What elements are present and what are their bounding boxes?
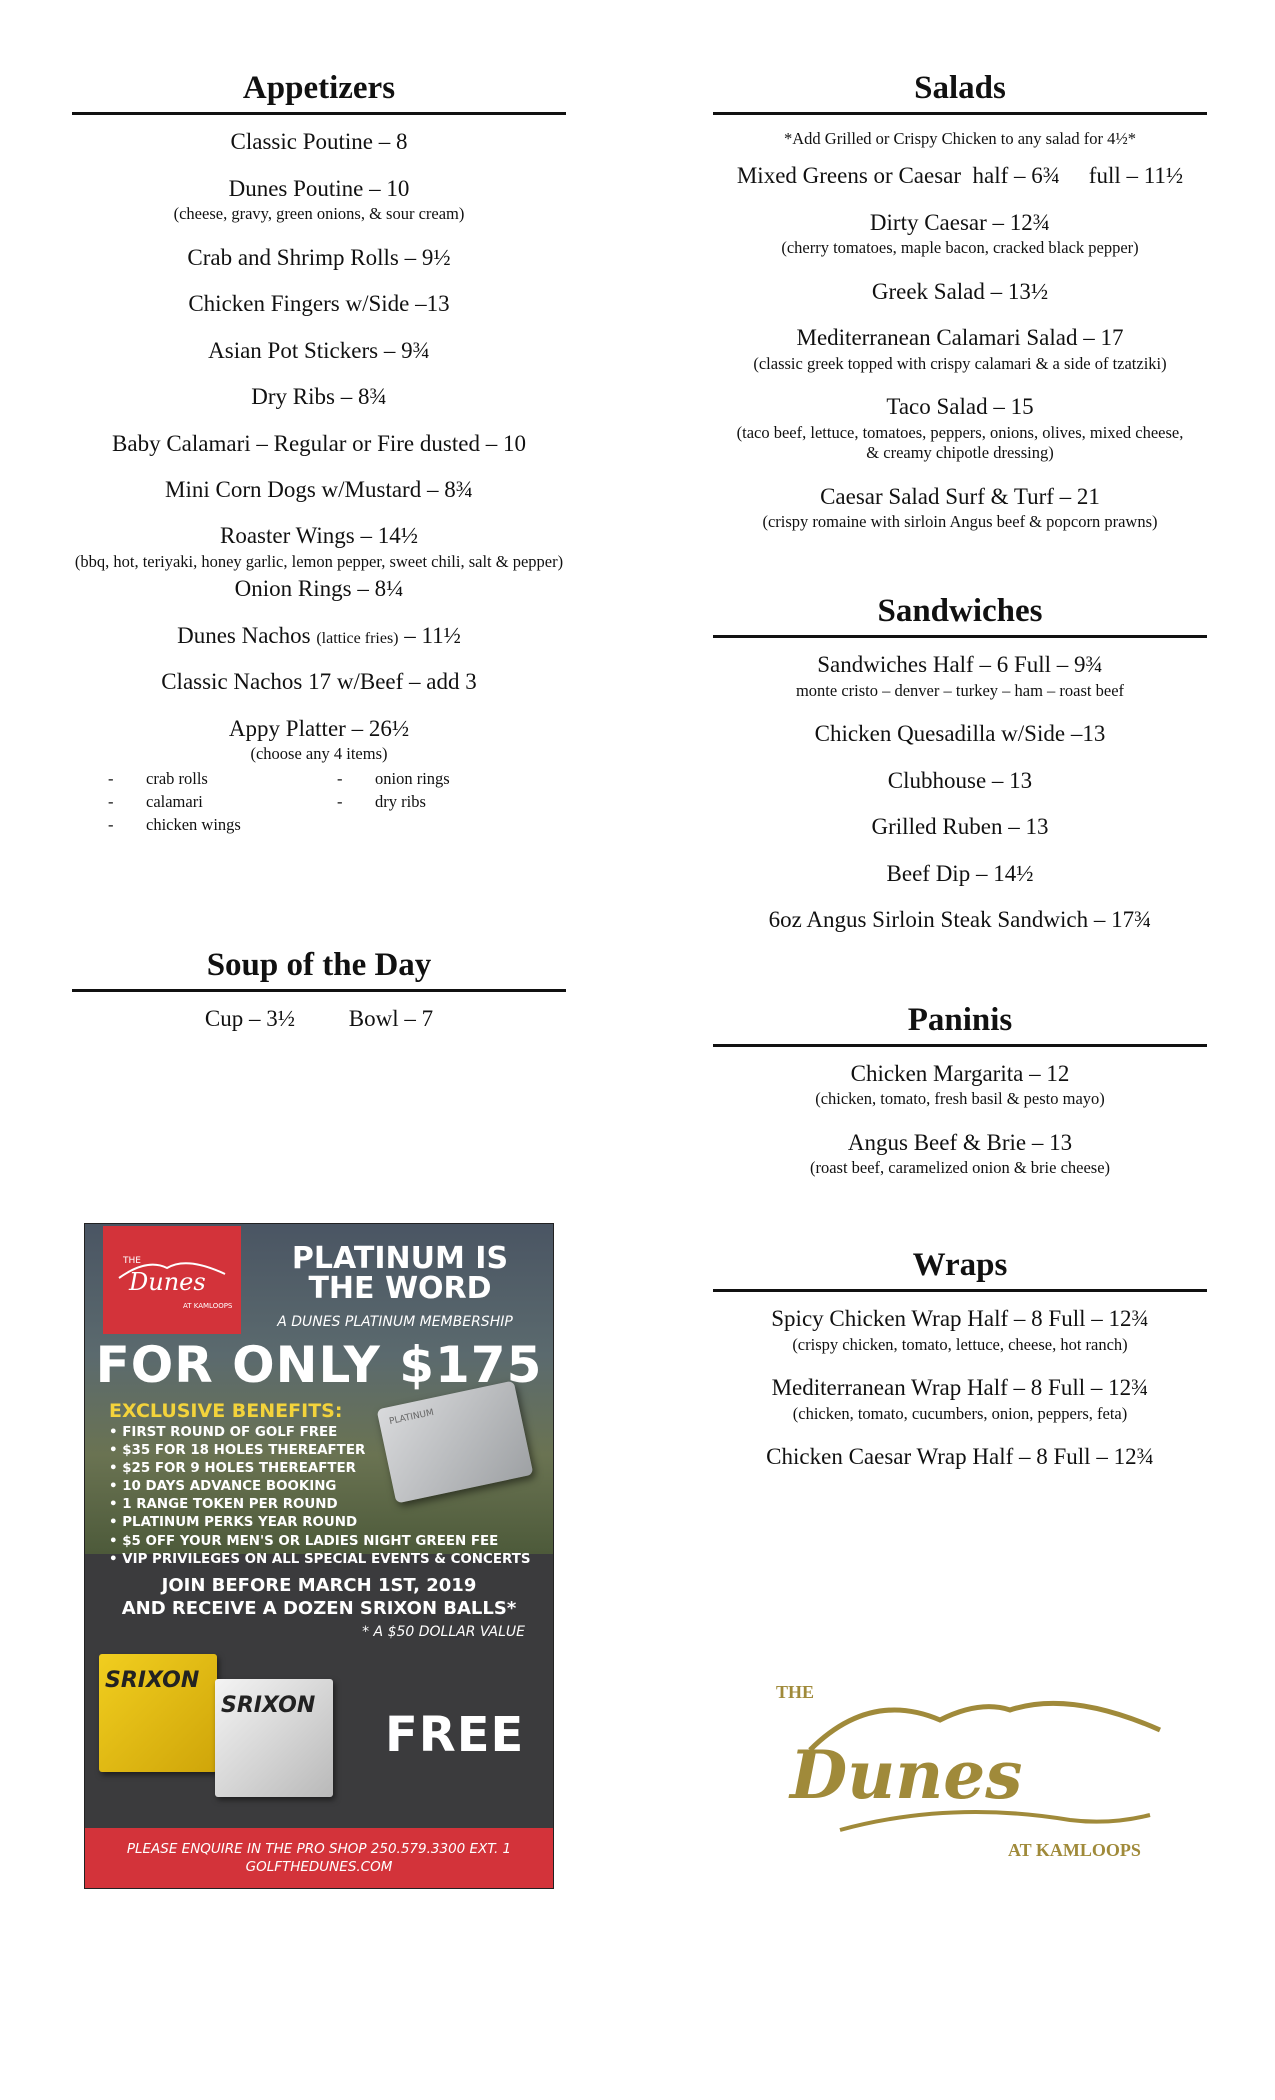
golf-ball-box-image xyxy=(215,1679,333,1797)
menu-item xyxy=(713,768,1207,794)
item-name: Angus Beef & Brie – 13 xyxy=(847,1129,1073,1155)
soup-section xyxy=(72,947,566,1032)
ad-logo-the: THE xyxy=(123,1256,141,1266)
salads-note: *Add Grilled or Crispy Chicken to any salad for 4½* xyxy=(784,129,1136,149)
item-name: 6oz Angus Sirloin Steak Sandwich – 17¾ xyxy=(768,907,1152,933)
item-name: Taco Salad – 15 xyxy=(886,394,1034,420)
item-description: (cherry tomatoes, maple bacon, cracked black pepper) xyxy=(781,238,1139,258)
ad-benefit: • 10 DAYS ADVANCE BOOKING xyxy=(109,1478,530,1496)
menu-item xyxy=(713,325,1207,374)
menu-item xyxy=(713,652,1207,701)
item-name: Caesar Salad Surf & Turf – 21 xyxy=(820,483,1100,509)
platter-options xyxy=(72,769,566,835)
item-description: (cheese, gravy, green onions, & sour cream) xyxy=(173,204,465,224)
item-name: Mini Corn Dogs w/Mustard – 8¾ xyxy=(165,476,473,502)
wraps-section xyxy=(713,1247,1207,1471)
item-name: Beef Dip – 14½ xyxy=(886,860,1034,886)
left-column xyxy=(72,70,566,1032)
menu-item xyxy=(72,129,566,155)
menu-item xyxy=(72,384,566,410)
item-description: (choose any 4 items) xyxy=(250,744,388,764)
menu-item xyxy=(713,210,1207,259)
ad-join-line: JOIN BEFORE MARCH 1ST, 2019 xyxy=(161,1575,477,1596)
sandwiches-heading: Sandwiches xyxy=(713,593,1207,638)
menu-item xyxy=(72,176,566,225)
dunes-at-kamloops-logo xyxy=(750,1680,1170,1870)
platter-option: - crab rolls xyxy=(108,769,337,789)
golf-ball-box-image xyxy=(99,1654,217,1772)
ad-free-label: FREE xyxy=(385,1707,525,1763)
menu-item xyxy=(72,669,566,695)
item-description: (crispy chicken, tomato, lettuce, cheese, hot ranch) xyxy=(792,1334,1128,1354)
platinum-card-image: PLATINUM xyxy=(377,1380,534,1503)
ad-benefit: • 1 RANGE TOKEN PER ROUND xyxy=(109,1496,530,1514)
platinum-membership-ad xyxy=(84,1223,554,1889)
nachos-item xyxy=(72,623,566,649)
salads-heading: Salads xyxy=(713,70,1207,115)
item-description: (bbq, hot, teriyaki, honey garlic, lemon pepper, sweet chili, salt & pepper) xyxy=(74,551,564,571)
menu-item xyxy=(72,291,566,317)
menu-item xyxy=(713,279,1207,305)
item-description: (crispy romaine with sirloin Angus beef & popcorn prawns) xyxy=(762,512,1158,532)
platter-option: - onion rings xyxy=(337,769,566,789)
item-name: Clubhouse – 13 xyxy=(887,767,1033,793)
platter-option: - dry ribs xyxy=(337,792,566,812)
menu-item-platter xyxy=(72,716,566,835)
ad-benefit: • $35 FOR 18 HOLES THEREAFTER xyxy=(109,1442,530,1460)
item-name: Grilled Ruben – 13 xyxy=(871,814,1049,840)
ad-value-note: * A $50 DOLLAR VALUE xyxy=(362,1624,525,1640)
logo-the: THE xyxy=(776,1682,815,1702)
menu-item xyxy=(713,394,1207,464)
appetizers-heading: Appetizers xyxy=(72,70,566,115)
ad-benefit: • $25 FOR 9 HOLES THEREAFTER xyxy=(109,1460,530,1478)
ad-logo-place: AT KAMLOOPS xyxy=(183,1302,233,1310)
ad-subheadline: A DUNES PLATINUM MEMBERSHIP xyxy=(277,1314,513,1330)
salads-section xyxy=(713,70,1207,533)
menu-item xyxy=(72,576,566,602)
item-name: Spicy Chicken Wrap Half – 8 Full – 12¾ xyxy=(771,1306,1149,1332)
soup-prices xyxy=(72,1006,566,1032)
menu-item xyxy=(72,431,566,457)
ad-join-line: AND RECEIVE A DOZEN SRIXON BALLS* xyxy=(121,1598,517,1620)
item-name: Mixed Greens or Caesar half – 6¾ full – 11½ xyxy=(736,163,1184,189)
item-name: Classic Nachos 17 w/Beef – add 3 xyxy=(161,669,477,695)
paninis-heading: Paninis xyxy=(713,1002,1207,1047)
item-name: Dunes Poutine – 10 xyxy=(228,175,410,201)
item-name: Dirty Caesar – 12¾ xyxy=(869,209,1051,235)
menu-item xyxy=(713,721,1207,747)
menu-item xyxy=(713,907,1207,933)
item-name: Chicken Quesadilla w/Side –13 xyxy=(814,721,1106,747)
ad-website: GOLFTHEDUNES.COM xyxy=(245,1859,393,1876)
item-name: Chicken Margarita – 12 xyxy=(850,1060,1070,1086)
item-description: monte cristo – denver – turkey – ham – roast beef xyxy=(795,680,1125,700)
ad-benefits-list xyxy=(109,1424,530,1569)
appetizers-section xyxy=(72,70,566,835)
item-name: Chicken Caesar Wrap Half – 8 Full – 12¾ xyxy=(766,1444,1154,1470)
ad-benefit: • FIRST ROUND OF GOLF FREE xyxy=(109,1424,530,1442)
menu-item xyxy=(72,623,566,649)
ball-brand-label: SRIXON xyxy=(105,1668,200,1693)
sandwiches-section xyxy=(713,593,1207,934)
menu-item xyxy=(72,523,566,572)
item-name: Dunes Nachos xyxy=(177,622,311,648)
soup-heading: Soup of the Day xyxy=(72,947,566,992)
ball-brand-label: SRIXON xyxy=(221,1693,316,1718)
item-name: Chicken Fingers w/Side –13 xyxy=(188,291,450,317)
item-name: Crab and Shrimp Rolls – 9½ xyxy=(187,244,451,270)
ad-price-line: FOR ONLY $175 xyxy=(95,1336,543,1394)
ad-join-offer xyxy=(85,1574,553,1621)
menu-item xyxy=(713,163,1207,189)
item-description: (chicken, tomato, cucumbers, onion, peppers, feta) xyxy=(792,1403,1128,1423)
ad-dunes-logo xyxy=(103,1226,241,1334)
item-name: Sandwiches Half – 6 Full – 9¾ xyxy=(817,652,1103,678)
item-name: Mediterranean Wrap Half – 8 Full – 12¾ xyxy=(771,1375,1149,1401)
ad-benefits-title: EXCLUSIVE BENEFITS: xyxy=(109,1400,343,1422)
item-description: (chicken, tomato, fresh basil & pesto mayo) xyxy=(815,1089,1105,1109)
menu-item xyxy=(713,1444,1207,1470)
item-price: – 11½ xyxy=(404,622,461,648)
menu-item xyxy=(713,1061,1207,1110)
item-name: Greek Salad – 13½ xyxy=(871,278,1049,304)
ad-benefit: • $5 OFF YOUR MEN'S OR LADIES NIGHT GREEN FEE xyxy=(109,1533,530,1551)
ad-benefit: • PLATINUM PERKS YEAR ROUND xyxy=(109,1514,530,1532)
logo-place: AT KAMLOOPS xyxy=(1008,1840,1141,1860)
menu-item xyxy=(713,1375,1207,1424)
item-name: Onion Rings – 8¼ xyxy=(234,576,404,602)
menu-item xyxy=(72,338,566,364)
item-description: (taco beef, lettuce, tomatoes, peppers, onions, olives, mixed cheese, & creamy chipotle dressing) xyxy=(736,422,1184,463)
menu-item xyxy=(713,1130,1207,1179)
ad-headline: PLATINUM IS THE WORD xyxy=(291,1241,509,1306)
platter-option: - chicken wings xyxy=(108,815,337,835)
item-name: Roaster Wings – 14½ xyxy=(220,523,418,549)
soup-cup-price: Cup – 3½ xyxy=(204,1006,295,1032)
wraps-heading: Wraps xyxy=(713,1247,1207,1292)
ad-footer xyxy=(85,1828,553,1888)
item-name: Appy Platter – 26½ xyxy=(228,715,410,741)
paninis-section xyxy=(713,1002,1207,1179)
platter-option: - calamari xyxy=(108,792,337,812)
ad-benefit: • VIP PRIVILEGES ON ALL SPECIAL EVENTS & CONCERTS xyxy=(109,1551,530,1569)
ad-contact-line: PLEASE ENQUIRE IN THE PRO SHOP 250.579.3300 EXT. 1 xyxy=(126,1841,512,1857)
logo-name: Dunes xyxy=(790,1736,1023,1814)
item-description: (roast beef, caramelized onion & brie cheese) xyxy=(809,1158,1111,1178)
item-name: Classic Poutine – 8 xyxy=(230,129,408,155)
item-description: (classic greek topped with crispy calamari & a side of tzatziki) xyxy=(753,353,1167,373)
soup-bowl-price: Bowl – 7 xyxy=(348,1006,434,1032)
item-name: Mediterranean Calamari Salad – 17 xyxy=(796,325,1124,351)
item-name: Asian Pot Stickers – 9¾ xyxy=(208,337,430,363)
menu-item xyxy=(713,484,1207,533)
menu-item xyxy=(713,861,1207,887)
item-name: Baby Calamari – Regular or Fire dusted – 10 xyxy=(112,430,526,456)
menu-item xyxy=(72,477,566,503)
right-column xyxy=(713,70,1207,1491)
menu-item xyxy=(713,814,1207,840)
menu-item xyxy=(713,1306,1207,1355)
menu-item xyxy=(72,245,566,271)
item-note: (lattice fries) xyxy=(316,629,399,647)
ad-logo-name: Dunes xyxy=(129,1268,206,1296)
item-name: Dry Ribs – 8¾ xyxy=(251,384,387,410)
